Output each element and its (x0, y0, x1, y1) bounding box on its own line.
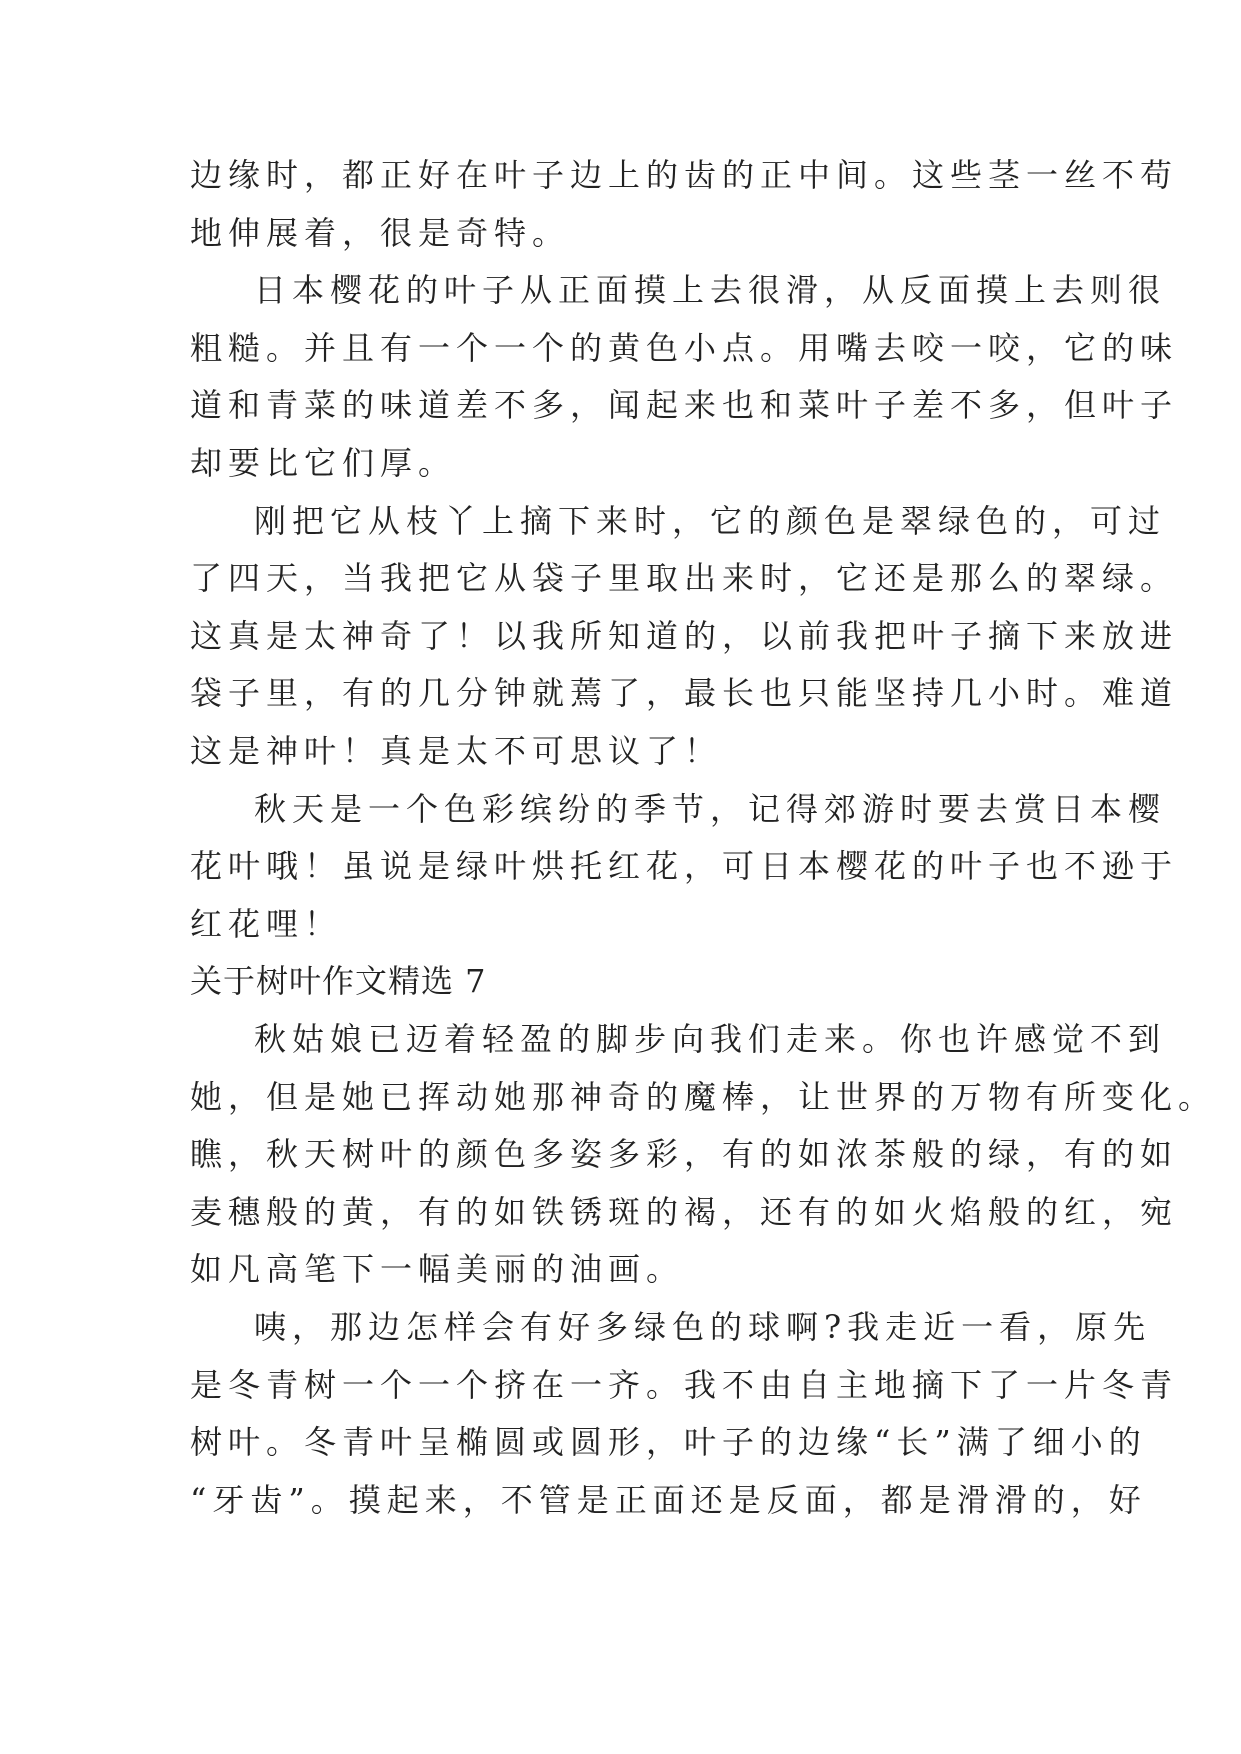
paragraph-start-line: 秋姑娘已迈着轻盈的脚步向我们走来。你也许感觉不到 (254, 1020, 1167, 1058)
text-line: 地伸展着，很是奇特。 (190, 214, 571, 252)
paragraph-start-line: 日本樱花的叶子从正面摸上去很滑，从反面摸上去则很 (254, 271, 1167, 309)
paragraph-start-line: 秋天是一个色彩缤纷的季节，记得郊游时要去赏日本樱 (254, 790, 1167, 828)
text-line: 花叶哦！虽说是绿叶烘托红花，可日本樱花的叶子也不逊于 (190, 847, 1179, 885)
section-heading: 关于树叶作文精选 7 (190, 962, 487, 1000)
paragraph-start-line: 刚把它从枝丫上摘下来时，它的颜色是翠绿色的，可过 (254, 502, 1167, 540)
text-line: 道和青菜的味道差不多，闻起来也和菜叶子差不多，但叶子 (190, 386, 1179, 424)
text-line: 这是神叶！真是太不可思议了！ (190, 732, 723, 770)
text-line: 麦穗般的黄，有的如铁锈斑的褐，还有的如火焰般的红，宛 (190, 1193, 1179, 1231)
text-line: 她，但是她已挥动她那神奇的魔棒，让世界的万物有所变化。 (190, 1078, 1217, 1116)
text-line: 边缘时，都正好在叶子边上的齿的正中间。这些茎一丝不苟 (190, 156, 1179, 194)
paragraph-start-line: 咦，那边怎样会有好多绿色的球啊?我走近一看，原先 (254, 1308, 1152, 1346)
text-line: 红花哩！ (190, 905, 343, 943)
text-line: 却要比它们厚。 (190, 444, 457, 482)
text-line: 袋子里，有的几分钟就蔫了，最长也只能坚持几小时。难道 (190, 674, 1179, 712)
text-line: 粗糙。并且有一个一个的黄色小点。用嘴去咬一咬，它的味 (190, 329, 1179, 367)
text-line: 树叶。冬青叶呈椭圆或圆形，叶子的边缘“长”满了细小的 (190, 1423, 1147, 1461)
text-line: 如凡高笔下一幅美丽的油画。 (190, 1250, 685, 1288)
text-line: “牙齿”。摸起来，不管是正面还是反面，都是滑滑的，好 (190, 1481, 1147, 1519)
text-line: 了四天，当我把它从袋子里取出来时，它还是那么的翠绿。 (190, 559, 1179, 597)
text-line: 瞧，秋天树叶的颜色多姿多彩，有的如浓茶般的绿，有的如 (190, 1135, 1179, 1173)
text-line: 是冬青树一个一个挤在一齐。我不由自主地摘下了一片冬青 (190, 1366, 1179, 1404)
text-line: 这真是太神奇了！以我所知道的，以前我把叶子摘下来放进 (190, 617, 1179, 655)
